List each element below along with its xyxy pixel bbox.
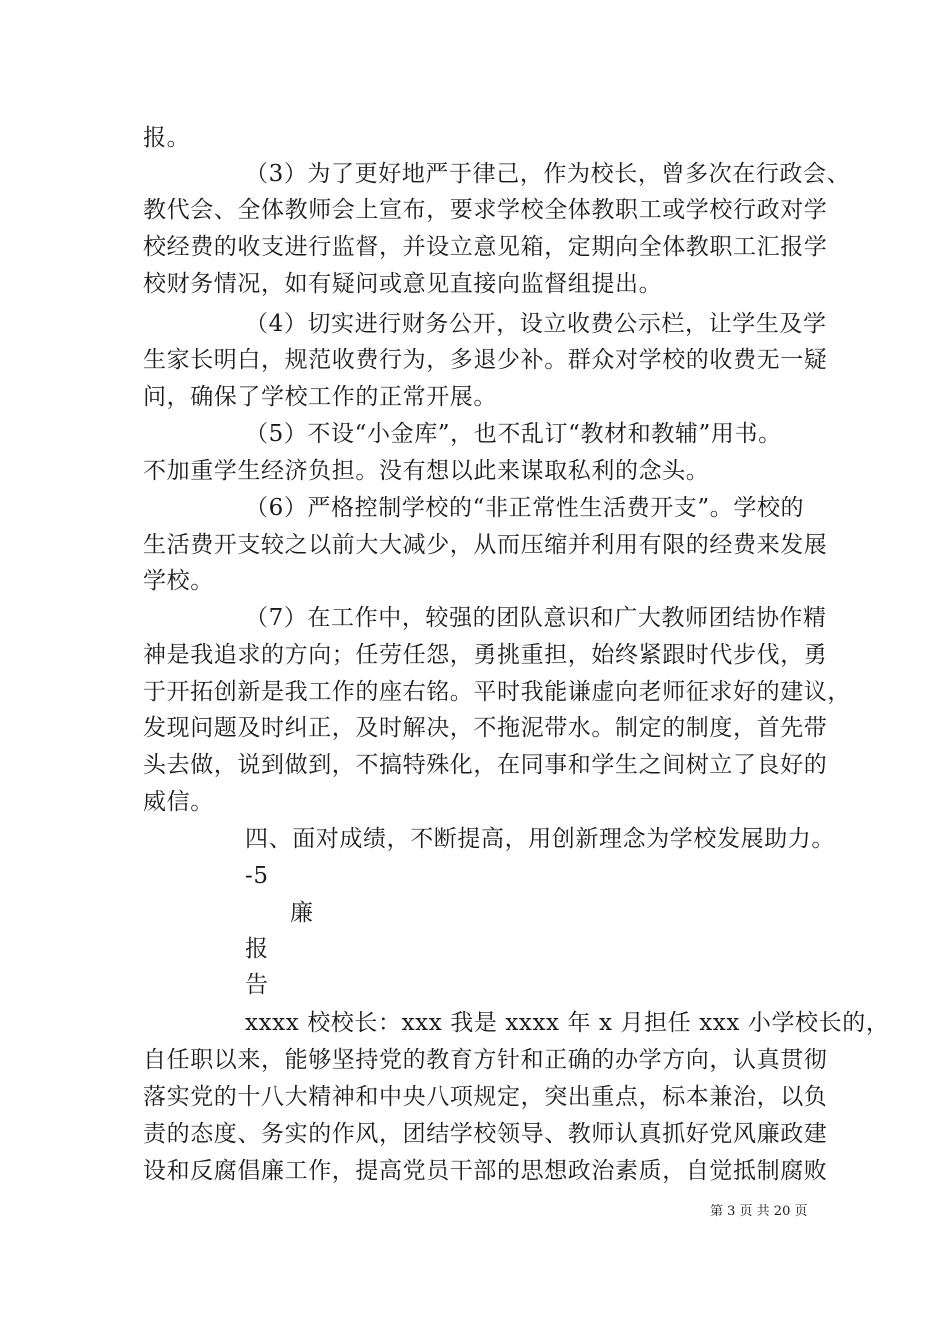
text-line: 于开拓创新是我工作的座右铭。平时我能谦虚向老师征求好的建议， [143,679,851,705]
text-line: 生家长明白，规范收费行为，多退少补。群众对学校的收费无一疑 [143,347,828,373]
text-line: 头去做，说到做到，不搞特殊化，在同事和学生之间树立了良好的 [143,752,828,778]
text-line: 不加重学生经济负担。没有想以此来谋取私利的念头。 [143,458,710,484]
text-line: 校经费的收支进行监督，并设立意见箱，定期向全体教职工汇报学 [143,234,828,260]
text-line: 教代会、全体教师会上宣布，要求学校全体教职工或学校行政对学 [143,197,828,223]
paragraph-7-start: （7）在工作中，较强的团队意识和广大教师团结协作精 [245,605,827,631]
text-line: 设和反腐倡廉工作，提高党员干部的思想政治素质，自觉抵制腐败 [143,1158,828,1184]
text-line: 报。 [143,125,191,151]
text-line: 神是我追求的方向；任劳任怨，勇挑重担，始终紧跟时代步伐，勇 [143,642,828,668]
page-footer: 第 3 页 共 20 页 [710,1204,808,1219]
text-line: 落实党的十八大精神和中央八项规定，突出重点，标本兼治，以负 [143,1084,828,1110]
text-line: 威信。 [143,789,214,815]
paragraph-5-start: （5）不设“小金库”，也不乱订“教材和教辅”用书。 [245,421,782,447]
title-char-gao: 告 [245,972,269,998]
section-heading-4: 四、面对成绩，不断提高，用创新理念为学校发展助力。 [245,826,835,852]
text-line: 问，确保了学校工作的正常开展。 [143,384,497,410]
text-line: 校财务情况，如有疑问或意见直接向监督组提出。 [143,271,663,297]
page-marker: -5 [245,863,269,889]
title-char-bao: 报 [245,936,269,962]
report-opening: xxxx 校校长：xxx 我是 xxxx 年 x 月担任 xxx 小学校长的， [245,1010,890,1036]
text-line: 生活费开支较之以前大大减少，从而压缩并利用有限的经费来发展 [143,532,828,558]
text-line: 自任职以来，能够坚持党的教育方针和正确的办学方向，认真贯彻 [143,1047,828,1073]
text-line: 学校。 [143,568,214,594]
text-line: 责的态度、务实的作风，团结学校领导、教师认真抓好党风廉政建 [143,1121,828,1147]
paragraph-6-start: （6）严格控制学校的“非正常性生活费开支”。学校的 [245,495,805,521]
paragraph-4-start: （4）切实进行财务公开，设立收费公示栏，让学生及学 [245,311,827,337]
paragraph-3-start: （3）为了更好地严于律己，作为校长，曾多次在行政会、 [245,161,851,187]
text-line: 发现问题及时纠正，及时解决，不拖泥带水。制定的制度，首先带 [143,715,828,741]
title-char-lian: 廉 [290,900,314,926]
